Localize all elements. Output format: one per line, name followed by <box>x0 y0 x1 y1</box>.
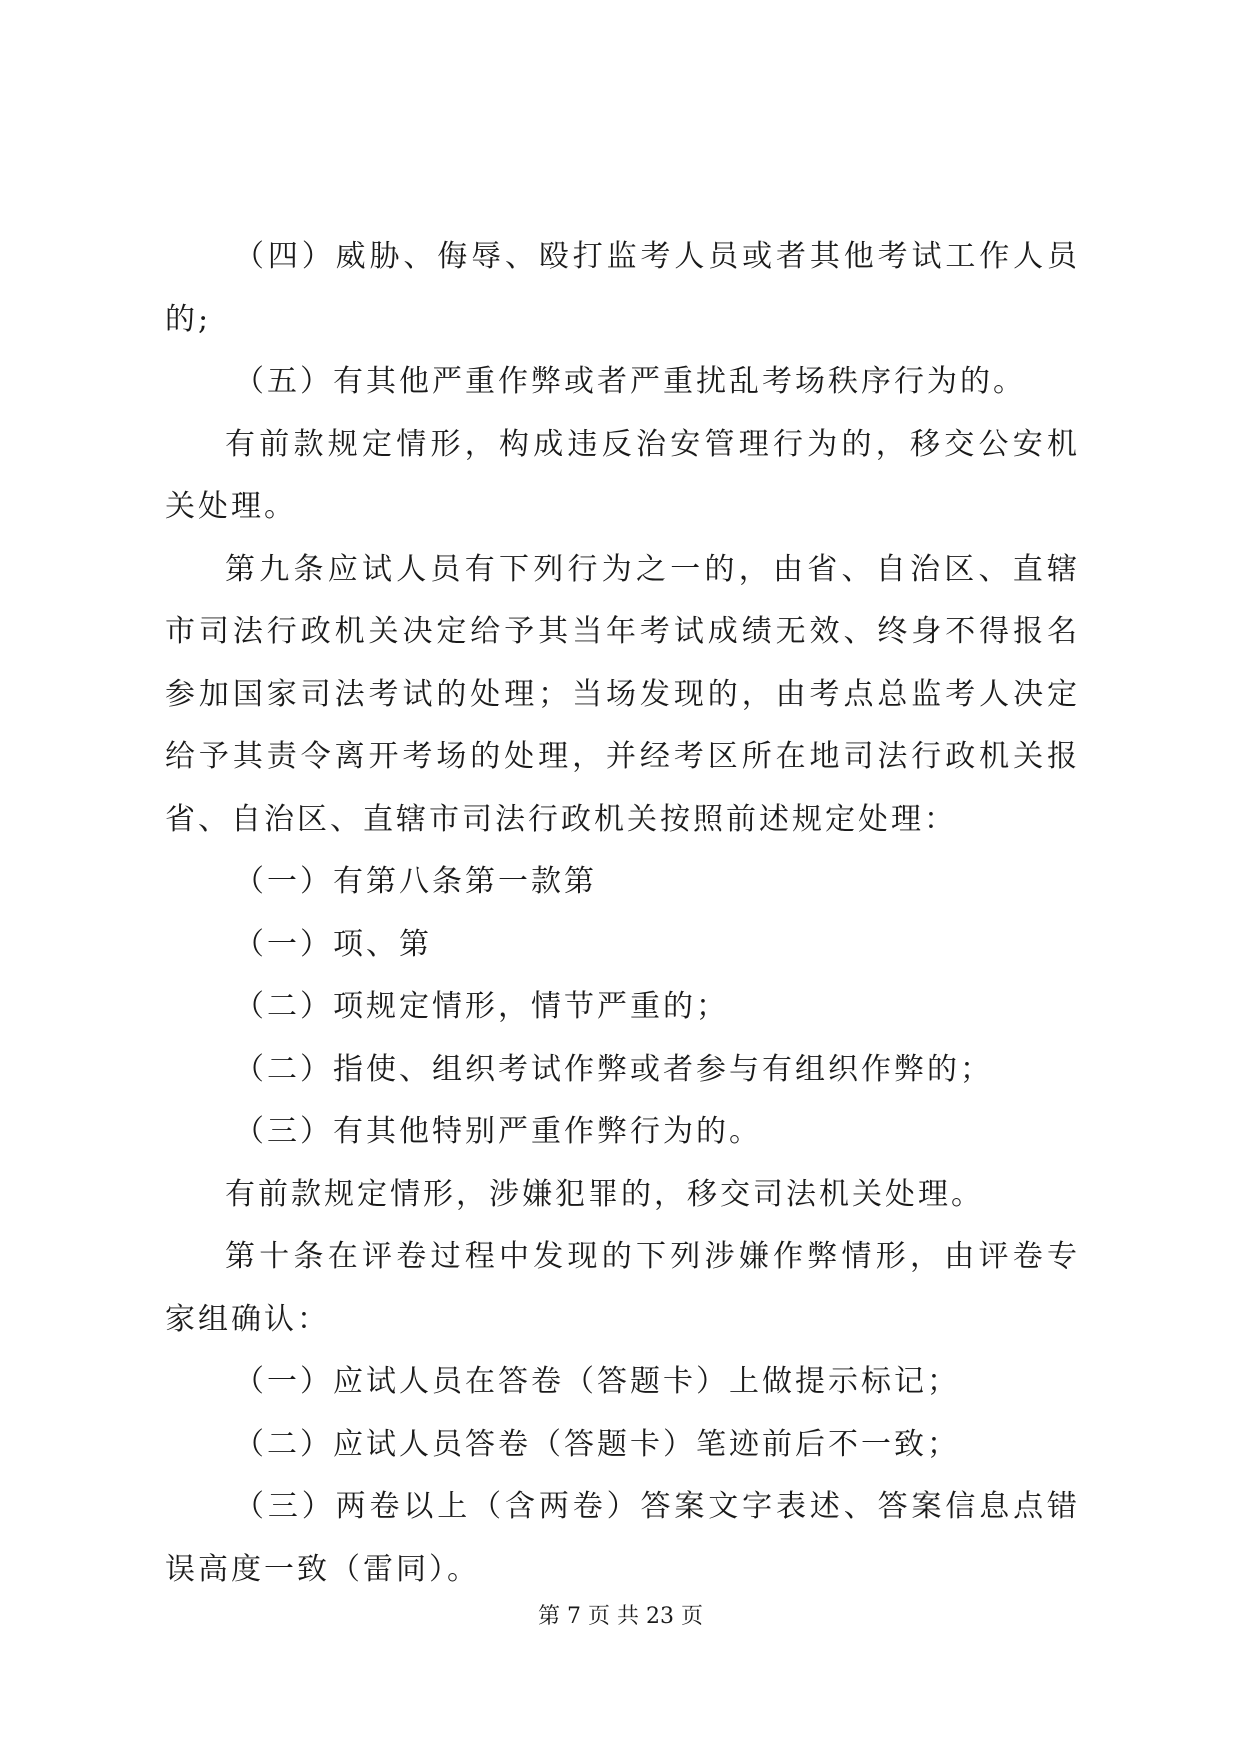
paragraph-article-9-item-1: （一）有第八条第一款第 <box>234 864 597 899</box>
paragraph-public-security-transfer: 有前款规定情形，构成违反治安管理行为的，移交公安机关处理。 <box>165 426 1080 524</box>
paragraph-article-9-item-2: （二）指使、组织考试作弊或者参与有组织作弊的； <box>234 1051 993 1087</box>
paragraph-article-10: 第十条在评卷过程中发现的下列涉嫌作弊情形，由评卷专家组确认： <box>165 1239 1080 1337</box>
document-body <box>165 226 1080 1601</box>
paragraph-article-9-item-1-cont: （一）项、第 <box>234 926 432 962</box>
paragraph-item-4: （四）威胁、侮辱、殴打监考人员或者其他考试工作人员的; <box>165 239 1080 337</box>
paragraph-judicial-transfer: 有前款规定情形，涉嫌犯罪的，移交司法机关处理。 <box>225 1176 984 1212</box>
paragraph-article-9-item-3: （三）有其他特别严重作弊行为的。 <box>234 1114 762 1149</box>
page-number-footer: 第 7 页 共 23 页 <box>538 1604 703 1629</box>
paragraph-article-10-item-1: （一）应试人员在答卷（答题卡）上做提示标记； <box>234 1364 960 1399</box>
paragraph-article-9-item-2-cont: （二）项规定情形，情节严重的； <box>234 989 729 1024</box>
paragraph-item-5: （五）有其他严重作弊或者严重扰乱考场秩序行为的。 <box>234 364 1026 399</box>
paragraph-article-9: 第九条应试人员有下列行为之一的，由省、自治区、直辖市司法行政机关决定给予其当年考试成绩无效、终身不得报名参加国家司法考试的处理；当场发现的，由考点总监考人决定给予其责令离开考场的处理，并经考区所在地司法行政机关报省、自治区、直辖市司法行政机关按照前述规定处理： <box>165 551 1080 837</box>
paragraph-article-10-item-2: （二）应试人员答卷（答题卡）笔迹前后不一致； <box>234 1426 960 1462</box>
paragraph-article-10-item-3: （三）两卷以上（含两卷）答案文字表述、答案信息点错误高度一致（雷同）。 <box>165 1489 1080 1587</box>
